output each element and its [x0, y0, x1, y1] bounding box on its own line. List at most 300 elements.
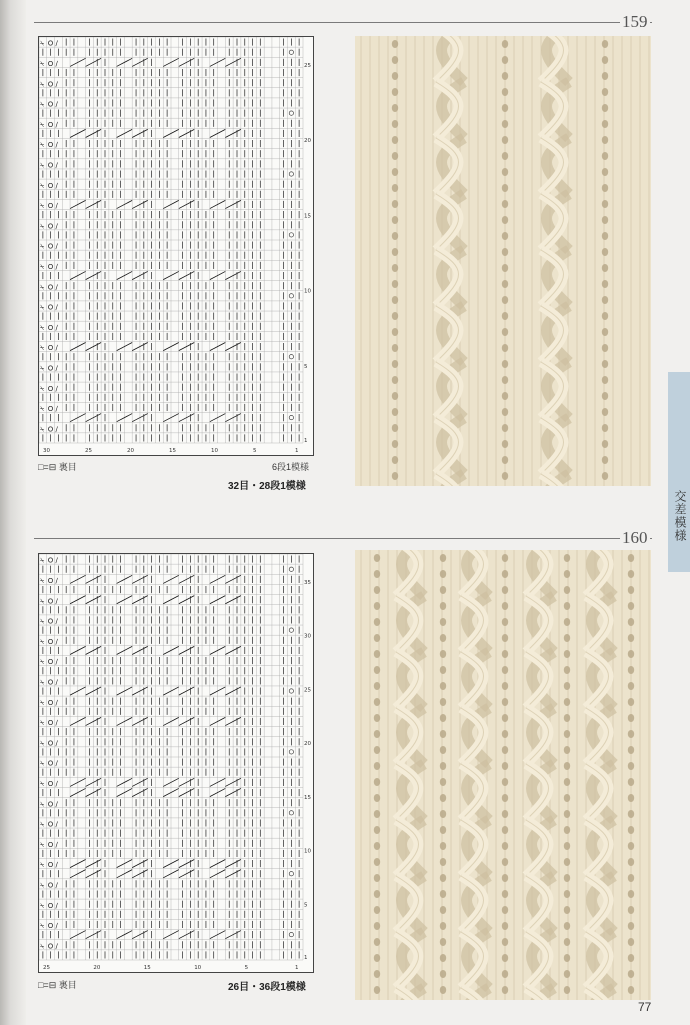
yarn-over-symbol — [289, 111, 293, 115]
eyelet-hole — [502, 634, 508, 642]
lace-symbol: ⍀ — [40, 323, 45, 332]
yarn-over-symbol — [289, 233, 293, 237]
eyelet-hole — [392, 120, 398, 128]
eyelet-hole — [502, 874, 508, 882]
eyelet-hole — [502, 954, 508, 962]
lace-symbol: O — [47, 800, 54, 809]
eyelet-hole — [374, 682, 380, 690]
header-rule-159 — [34, 22, 652, 23]
eyelet-hole — [440, 986, 446, 994]
eyelet-hole — [502, 842, 508, 850]
eyelet-hole — [564, 650, 570, 658]
stitch-number: 20 — [127, 448, 134, 454]
lace-symbol: ⍀ — [40, 283, 45, 292]
eyelet-hole — [628, 762, 634, 770]
row-number: 15 — [304, 794, 311, 801]
eyelet-hole — [628, 938, 634, 946]
eyelet-hole — [440, 762, 446, 770]
swatch-background — [355, 36, 651, 486]
eyelet-hole — [502, 136, 508, 144]
eyelet-hole — [440, 586, 446, 594]
lace-symbol: ∕ — [55, 405, 58, 414]
eyelet-hole — [374, 858, 380, 866]
lace-symbol: O — [47, 222, 54, 231]
swatch-texture — [361, 550, 649, 1000]
eyelet-hole — [502, 88, 508, 96]
lace-symbol: ∕ — [55, 425, 58, 434]
eyelet-hole — [502, 328, 508, 336]
stitch-number: 10 — [211, 448, 218, 454]
eyelet-hole — [374, 938, 380, 946]
lace-symbol: O — [47, 303, 54, 312]
pattern-number-159: 159 — [622, 12, 648, 31]
yarn-over-symbol — [289, 567, 293, 571]
eyelet-hole — [502, 232, 508, 240]
knitting-chart-160 — [38, 553, 314, 973]
lace-symbol: ∕ — [55, 222, 58, 231]
eyelet-hole — [440, 938, 446, 946]
eyelet-hole — [502, 746, 508, 754]
lace-symbol: O — [47, 384, 54, 393]
lace-symbol: O — [47, 344, 54, 353]
lace-symbol: O — [47, 425, 54, 434]
eyelet-hole — [374, 714, 380, 722]
eyelet-hole — [440, 810, 446, 818]
stitch-number: 1 — [295, 965, 299, 971]
eyelet-hole — [502, 938, 508, 946]
lace-symbol: ∕ — [55, 779, 58, 788]
eyelet-hole — [502, 730, 508, 738]
legend-text-159: □=⊟ 裏目 — [38, 462, 77, 472]
row-number: 20 — [304, 138, 311, 145]
lace-symbol: ⍀ — [40, 59, 45, 68]
eyelet-hole — [628, 810, 634, 818]
eyelet-hole — [374, 826, 380, 834]
eyelet-hole — [564, 842, 570, 850]
lace-symbol: ∕ — [55, 100, 58, 109]
eyelet-hole — [502, 906, 508, 914]
eyelet-hole — [374, 602, 380, 610]
lace-symbol: O — [47, 942, 54, 951]
eyelet-hole — [564, 970, 570, 978]
eyelet-hole — [602, 328, 608, 336]
eyelet-hole — [602, 232, 608, 240]
eyelet-hole — [628, 618, 634, 626]
lace-symbol: ⍀ — [40, 901, 45, 910]
lace-symbol: ⍀ — [40, 344, 45, 353]
lace-symbol: ⍀ — [40, 881, 45, 890]
lace-symbol: ⍀ — [40, 222, 45, 231]
eyelet-hole — [374, 650, 380, 658]
eyelet-hole — [564, 570, 570, 578]
eyelet-hole — [502, 184, 508, 192]
eyelet-hole — [502, 570, 508, 578]
eyelet-hole — [440, 778, 446, 786]
stitch-number-labels — [43, 448, 299, 454]
eyelet-hole — [602, 184, 608, 192]
lace-symbol: ⍀ — [40, 80, 45, 89]
eyelet-hole — [440, 554, 446, 562]
row-number-labels — [304, 63, 311, 444]
gauge-159: 32目・28段1模様 — [228, 481, 306, 492]
eyelet-hole — [440, 602, 446, 610]
eyelet-hole — [564, 922, 570, 930]
eyelet-hole — [502, 650, 508, 658]
row-number: 10 — [304, 288, 311, 295]
eyelet-hole — [392, 392, 398, 400]
eyelet-hole — [564, 746, 570, 754]
eyelet-hole — [602, 40, 608, 48]
eyelet-hole — [374, 874, 380, 882]
eyelet-hole — [502, 312, 508, 320]
eyelet-hole — [564, 938, 570, 946]
lace-symbol: ∕ — [55, 942, 58, 951]
lace-symbol: ⍀ — [40, 181, 45, 190]
knit-swatch-photo-159 — [355, 36, 651, 486]
lace-symbol: ⍀ — [40, 202, 45, 211]
eyelet-hole — [392, 200, 398, 208]
header-rule-160 — [34, 538, 652, 539]
eyelet-hole — [392, 152, 398, 160]
stitch-number: 15 — [143, 965, 151, 971]
eyelet-hole — [392, 408, 398, 416]
eyelet-hole — [602, 104, 608, 112]
eyelet-hole — [374, 618, 380, 626]
stitch-number: 30 — [43, 448, 50, 454]
eyelet-hole — [502, 408, 508, 416]
lace-symbol: ⍀ — [40, 556, 45, 565]
lace-symbol: O — [47, 141, 54, 150]
eyelet-hole — [628, 714, 634, 722]
lace-symbol: ∕ — [55, 698, 58, 707]
stitch-number: 15 — [169, 448, 176, 454]
eyelet-hole — [628, 890, 634, 898]
grid-lines — [39, 554, 303, 960]
eyelet-hole — [440, 570, 446, 578]
eyelet-hole — [392, 376, 398, 384]
eyelet-hole — [602, 264, 608, 272]
eyelet-hole — [392, 168, 398, 176]
lace-symbol: ∕ — [55, 262, 58, 271]
lace-symbol: O — [47, 59, 54, 68]
lace-symbol: O — [47, 100, 54, 109]
row-number-labels — [304, 580, 311, 961]
eyelet-hole — [440, 970, 446, 978]
yarn-over-symbol — [289, 932, 293, 936]
stitch-number: 10 — [194, 965, 202, 971]
eyelet-hole — [502, 602, 508, 610]
eyelet-hole — [602, 344, 608, 352]
eyelet-hole — [628, 666, 634, 674]
lace-symbol: O — [47, 739, 54, 748]
yarn-over-symbol — [289, 811, 293, 815]
lace-symbol: ⍀ — [40, 617, 45, 626]
page-gutter-shadow — [0, 0, 26, 1025]
lace-symbol: O — [47, 576, 54, 585]
lace-symbol: ∕ — [55, 242, 58, 251]
lace-symbol: ∕ — [55, 820, 58, 829]
lace-symbol: O — [47, 840, 54, 849]
eyelet-hole — [502, 216, 508, 224]
eyelet-hole — [440, 794, 446, 802]
lace-symbol: ⍀ — [40, 384, 45, 393]
lace-symbol: O — [47, 901, 54, 910]
eyelet-hole — [564, 634, 570, 642]
lace-symbol: O — [47, 283, 54, 292]
eyelet-hole — [502, 922, 508, 930]
lace-symbol: O — [47, 658, 54, 667]
eyelet-hole — [374, 810, 380, 818]
lace-symbol: ∕ — [55, 922, 58, 931]
eyelet-hole — [502, 152, 508, 160]
eyelet-hole — [374, 794, 380, 802]
lace-symbol: ⍀ — [40, 39, 45, 48]
eyelet-hole — [502, 440, 508, 448]
eyelet-hole — [374, 906, 380, 914]
eyelet-hole — [392, 440, 398, 448]
lace-symbol: ∕ — [55, 364, 58, 373]
eyelet-hole — [374, 586, 380, 594]
lace-symbol: ∕ — [55, 181, 58, 190]
lace-symbol: O — [47, 861, 54, 870]
lace-symbol: O — [47, 364, 54, 373]
row-number: 25 — [304, 687, 311, 694]
eyelet-hole — [502, 40, 508, 48]
eyelet-hole — [502, 858, 508, 866]
eyelet-hole — [502, 456, 508, 464]
lace-symbol: ⍀ — [40, 120, 45, 129]
eyelet-hole — [502, 120, 508, 128]
lace-symbol: ∕ — [55, 840, 58, 849]
eyelet-hole — [602, 312, 608, 320]
eyelet-hole — [374, 842, 380, 850]
eyelet-hole — [374, 666, 380, 674]
eyelet-hole — [374, 634, 380, 642]
chart-grid-159 — [39, 37, 313, 455]
stitch-number-labels — [43, 965, 299, 971]
lace-symbol: ∕ — [55, 344, 58, 353]
eyelet-hole — [602, 120, 608, 128]
knitting-chart-159 — [38, 36, 314, 456]
eyelet-hole — [502, 762, 508, 770]
lace-symbol: ⍀ — [40, 678, 45, 687]
eyelet-hole — [374, 954, 380, 962]
eyelet-hole — [564, 954, 570, 962]
eyelet-hole — [374, 986, 380, 994]
lace-symbol: ∕ — [55, 59, 58, 68]
eyelet-hole — [502, 554, 508, 562]
eyelet-hole — [502, 586, 508, 594]
eyelet-hole — [440, 634, 446, 642]
lace-symbol: O — [47, 39, 54, 48]
eyelet-hole — [440, 666, 446, 674]
eyelet-hole — [502, 810, 508, 818]
page-number: 77 — [638, 1000, 652, 1014]
lace-symbol: ⍀ — [40, 800, 45, 809]
eyelet-hole — [602, 56, 608, 64]
eyelet-hole — [502, 200, 508, 208]
eyelet-hole — [602, 376, 608, 384]
eyelet-hole — [502, 890, 508, 898]
eyelet-hole — [392, 104, 398, 112]
grid-lines — [39, 37, 303, 443]
lace-symbol: ⍀ — [40, 658, 45, 667]
eyelet-hole — [440, 730, 446, 738]
lace-symbol: ⍀ — [40, 161, 45, 170]
eyelet-hole — [440, 922, 446, 930]
lace-symbol: O — [47, 678, 54, 687]
row-number: 5 — [304, 902, 308, 909]
legend-159 — [38, 460, 77, 473]
eyelet-hole — [602, 440, 608, 448]
eyelet-hole — [440, 650, 446, 658]
eyelet-hole — [602, 88, 608, 96]
lace-symbol: ⍀ — [40, 779, 45, 788]
lace-symbol: ∕ — [55, 719, 58, 728]
row-number: 10 — [304, 848, 311, 855]
lace-symbol: ∕ — [55, 120, 58, 129]
eyelet-hole — [628, 570, 634, 578]
eyelet-hole — [392, 216, 398, 224]
eyelet-hole — [440, 746, 446, 754]
eyelet-hole — [602, 424, 608, 432]
eyelet-hole — [440, 954, 446, 962]
lace-symbol: ⍀ — [40, 861, 45, 870]
eyelet-hole — [602, 152, 608, 160]
yarn-over-symbol — [289, 689, 293, 693]
yarn-over-symbol — [289, 294, 293, 298]
eyelet-hole — [502, 778, 508, 786]
eyelet-hole — [502, 618, 508, 626]
legend-160 — [38, 978, 77, 991]
eyelet-hole — [374, 570, 380, 578]
lace-symbol: ⍀ — [40, 698, 45, 707]
lace-symbol: ∕ — [55, 283, 58, 292]
eyelet-hole — [628, 730, 634, 738]
stitch-number: 5 — [253, 448, 257, 454]
lace-symbol: ∕ — [55, 658, 58, 667]
eyelet-hole — [628, 842, 634, 850]
eyelet-hole — [392, 232, 398, 240]
eyelet-hole — [564, 858, 570, 866]
lace-symbol: ⍀ — [40, 719, 45, 728]
eyelet-hole — [628, 986, 634, 994]
yarn-over-symbol — [289, 50, 293, 54]
eyelet-hole — [392, 248, 398, 256]
lace-symbol: O — [47, 405, 54, 414]
row-number: 20 — [304, 741, 311, 748]
row-number: 1 — [304, 955, 308, 961]
eyelet-hole — [392, 264, 398, 272]
repeat-note-159: 6段1模様 — [272, 462, 310, 472]
lace-symbol: ⍀ — [40, 820, 45, 829]
eyelet-hole — [564, 666, 570, 674]
lace-symbol: ∕ — [55, 739, 58, 748]
swatch-illustration-159 — [355, 36, 651, 486]
lace-symbol: ∕ — [55, 384, 58, 393]
eyelet-hole — [564, 794, 570, 802]
eyelet-hole — [502, 296, 508, 304]
eyelet-hole — [502, 264, 508, 272]
eyelet-hole — [502, 666, 508, 674]
eyelet-hole — [502, 72, 508, 80]
lace-symbol: ⍀ — [40, 597, 45, 606]
lace-symbol: ⍀ — [40, 739, 45, 748]
lace-symbol: O — [47, 922, 54, 931]
eyelet-hole — [502, 248, 508, 256]
eyelet-hole — [440, 890, 446, 898]
eyelet-hole — [440, 682, 446, 690]
eyelet-hole — [564, 698, 570, 706]
eyelet-hole — [374, 762, 380, 770]
gauge-160: 26目・36段1模様 — [228, 982, 306, 993]
lace-symbol: O — [47, 881, 54, 890]
eyelet-hole — [602, 392, 608, 400]
lace-symbol: ⍀ — [40, 242, 45, 251]
eyelet-hole — [440, 826, 446, 834]
lace-symbol: ⍀ — [40, 759, 45, 768]
eyelet-hole — [628, 970, 634, 978]
lace-symbol: ∕ — [55, 800, 58, 809]
eyelet-hole — [628, 746, 634, 754]
eyelet-hole — [502, 360, 508, 368]
lace-symbol: O — [47, 181, 54, 190]
eyelet-hole — [564, 826, 570, 834]
row-number: 25 — [304, 63, 311, 69]
lace-symbol: ∕ — [55, 617, 58, 626]
eyelet-hole — [564, 554, 570, 562]
lace-symbol: ⍀ — [40, 922, 45, 931]
lace-symbol: ∕ — [55, 597, 58, 606]
lace-symbol: ∕ — [55, 556, 58, 565]
lace-symbol: O — [47, 597, 54, 606]
eyelet-hole — [628, 778, 634, 786]
eyelet-hole — [628, 826, 634, 834]
eyelet-hole — [392, 56, 398, 64]
lace-symbol: ∕ — [55, 759, 58, 768]
eyelet-hole — [392, 88, 398, 96]
eyelet-hole — [628, 682, 634, 690]
eyelet-hole — [502, 986, 508, 994]
eyelet-hole — [602, 168, 608, 176]
eyelet-hole — [392, 280, 398, 288]
row-number: 1 — [304, 438, 308, 444]
lace-symbol: ∕ — [55, 202, 58, 211]
eyelet-hole — [564, 618, 570, 626]
yarn-over-symbol — [289, 415, 293, 419]
eyelet-hole — [628, 586, 634, 594]
eyelet-hole — [392, 328, 398, 336]
eyelet-hole — [502, 794, 508, 802]
section-label: 交差模様 — [673, 490, 687, 542]
eyelet-hole — [628, 954, 634, 962]
eyelet-hole — [392, 72, 398, 80]
eyelet-hole — [564, 986, 570, 994]
eyelet-hole — [628, 922, 634, 930]
eyelet-hole — [440, 618, 446, 626]
lace-symbol: ⍀ — [40, 100, 45, 109]
yarn-over-symbol — [289, 355, 293, 359]
eyelet-hole — [502, 376, 508, 384]
lace-symbol: O — [47, 80, 54, 89]
eyelet-hole — [374, 730, 380, 738]
eyelet-hole — [628, 906, 634, 914]
eyelet-hole — [502, 970, 508, 978]
eyelet-hole — [628, 858, 634, 866]
lace-symbol: ∕ — [55, 678, 58, 687]
swatch-illustration-160 — [355, 550, 651, 1000]
lace-symbol: ⍀ — [40, 364, 45, 373]
